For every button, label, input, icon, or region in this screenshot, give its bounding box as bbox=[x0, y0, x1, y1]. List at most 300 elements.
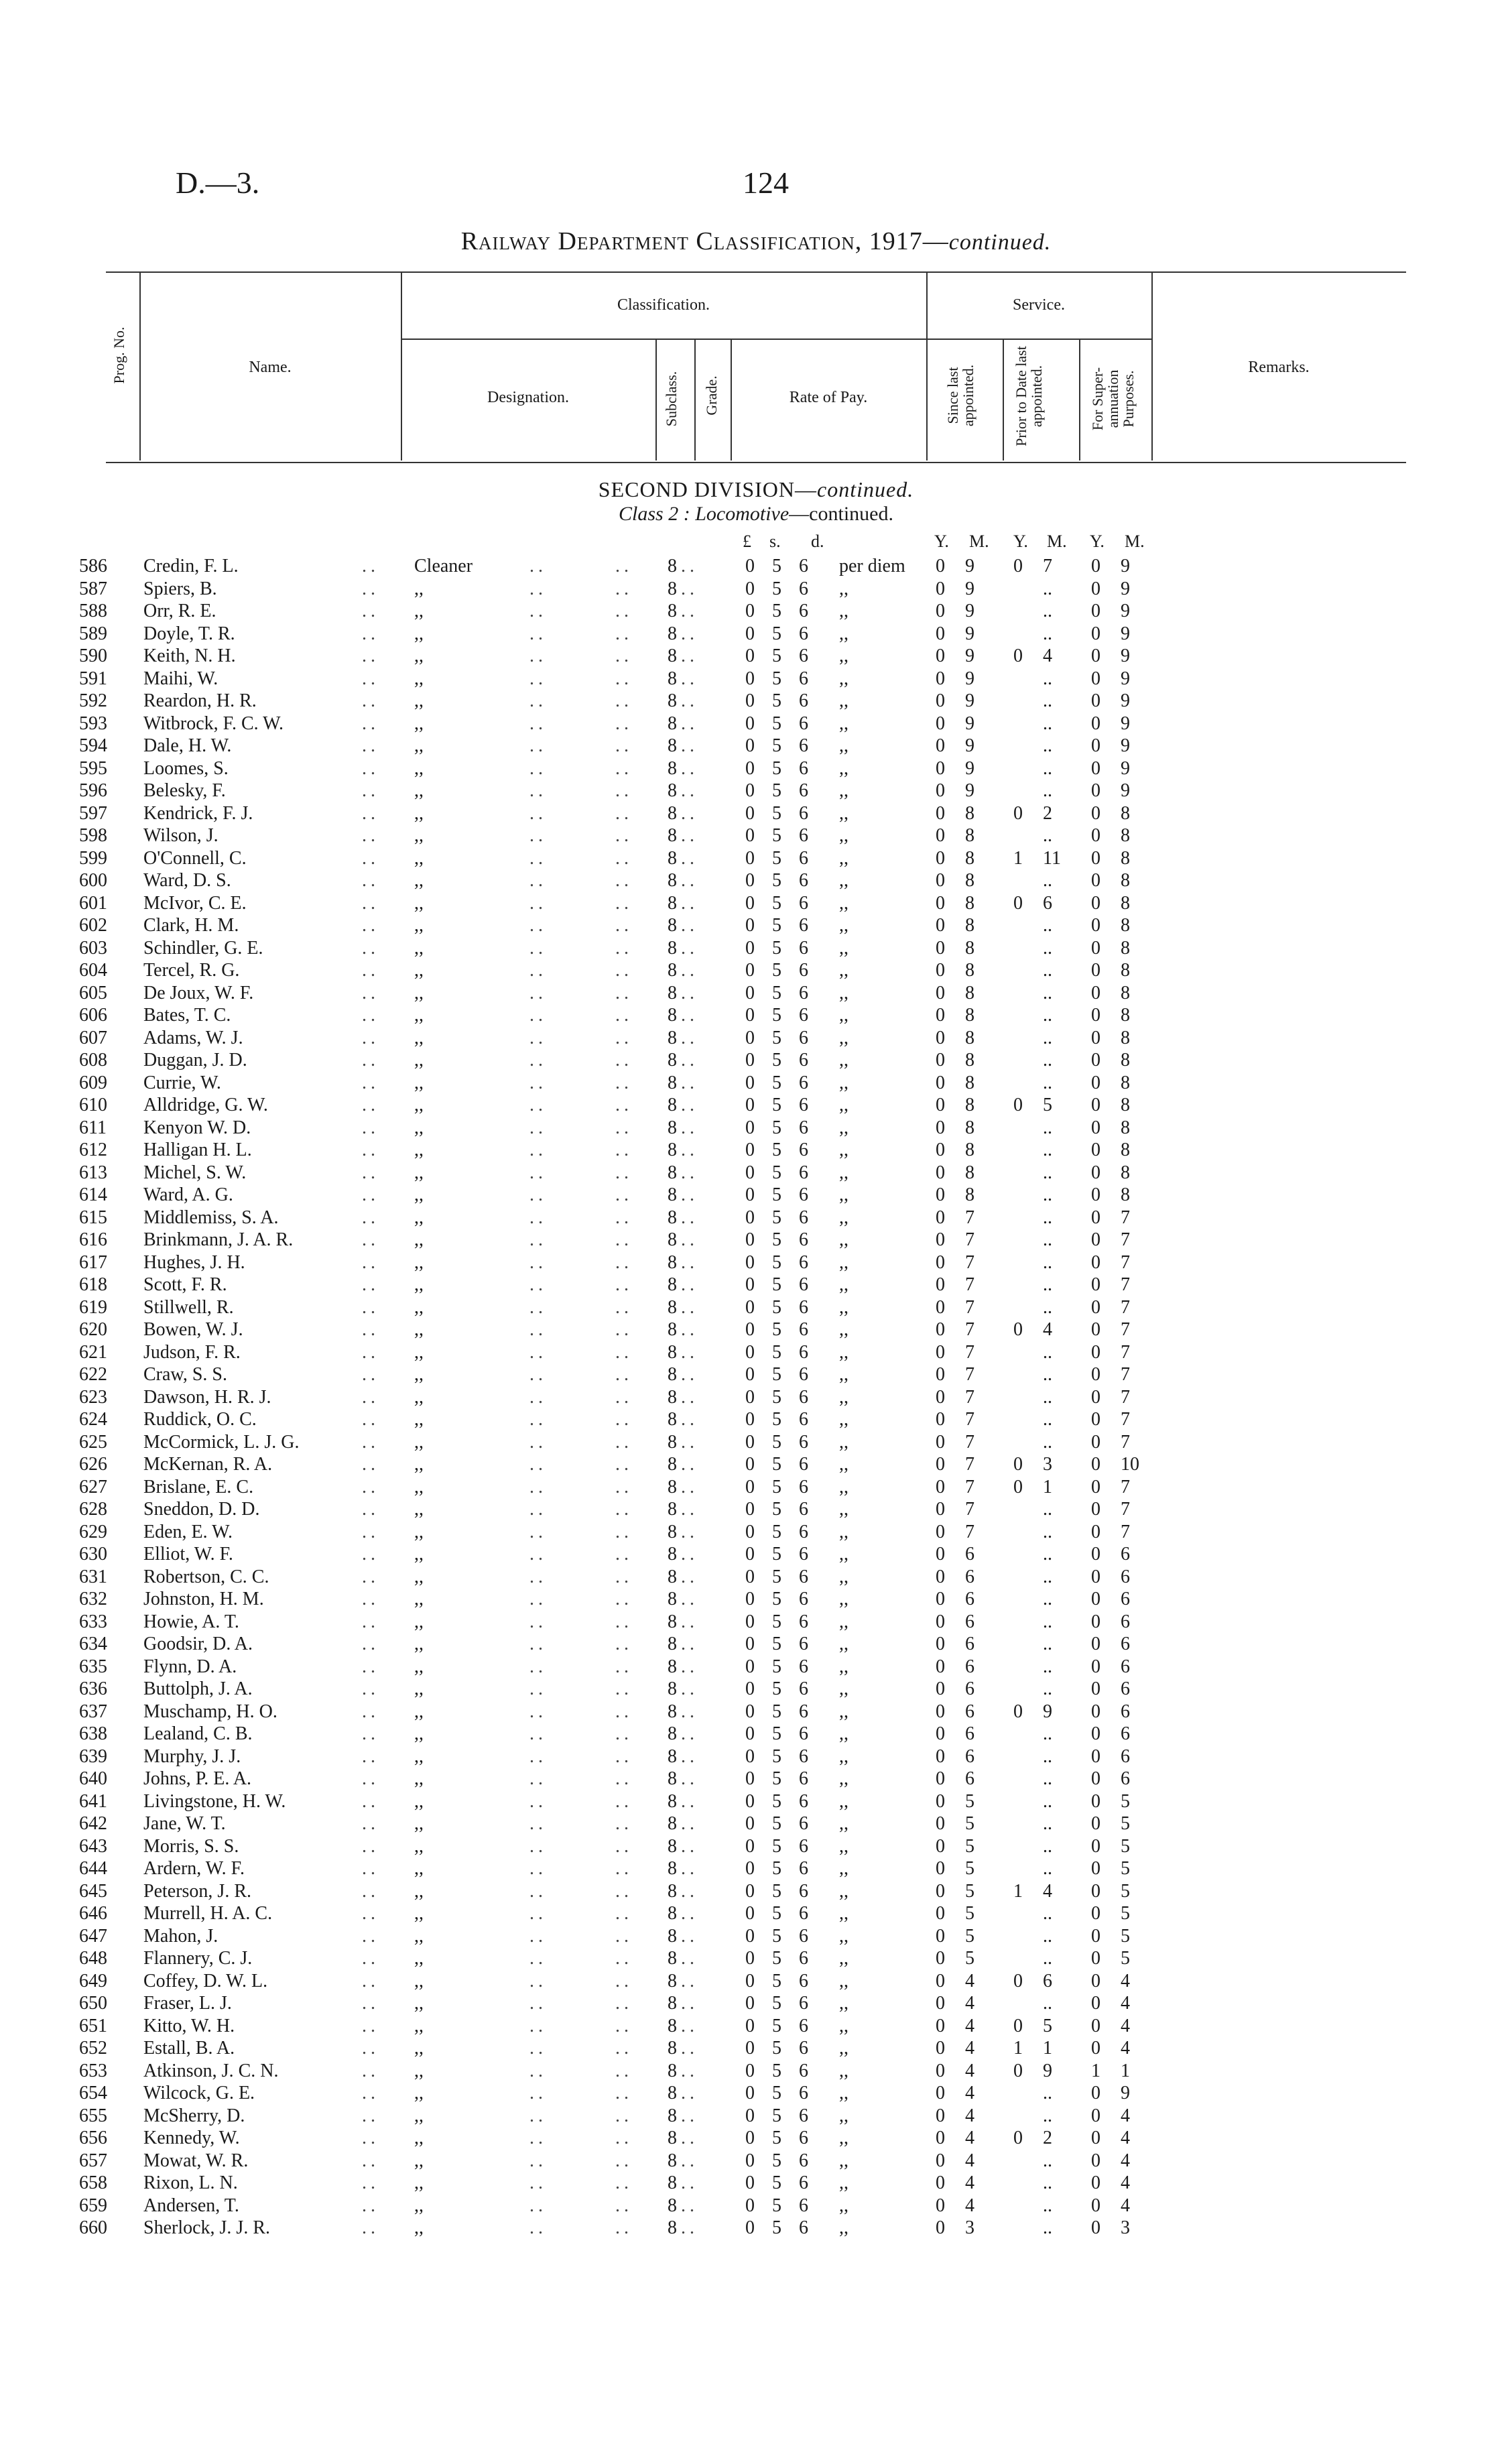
division-continued: continued. bbox=[817, 477, 914, 501]
leader-dots: .. bbox=[681, 2150, 698, 2171]
subsection-heading bbox=[0, 503, 1512, 526]
pay-pounds: 0 bbox=[745, 1027, 755, 1048]
since-months: 8 bbox=[965, 937, 974, 959]
employee-name: Craw, S. S. bbox=[143, 1364, 227, 1385]
prog-no: 652 bbox=[79, 2038, 107, 2059]
grade: 8 bbox=[668, 1499, 677, 1520]
pay-shillings: 5 bbox=[772, 2038, 781, 2059]
leader-dots: .. bbox=[681, 1858, 698, 1879]
pay-period: ,, bbox=[839, 601, 848, 621]
prior-months: .. bbox=[1043, 1925, 1052, 1947]
since-months: 9 bbox=[965, 735, 974, 756]
since-years: 0 bbox=[936, 802, 945, 824]
leader-dots: .. bbox=[681, 1386, 698, 1408]
pay-shillings: 5 bbox=[772, 1499, 781, 1520]
prior-months: .. bbox=[1043, 1858, 1052, 1879]
leader-dots: .. bbox=[529, 802, 547, 824]
table-row bbox=[0, 1408, 1512, 1430]
pay-pence: 6 bbox=[799, 847, 808, 869]
leader-dots: .. bbox=[362, 2105, 379, 2126]
since-years: 0 bbox=[936, 2150, 945, 2171]
since-months: 6 bbox=[965, 1656, 974, 1677]
leader-dots: .. bbox=[529, 1184, 547, 1205]
prog-no: 609 bbox=[79, 1072, 107, 1093]
pay-shillings: 5 bbox=[772, 623, 781, 644]
super-months: 5 bbox=[1121, 1948, 1130, 1969]
prior-years: 0 bbox=[1013, 1454, 1023, 1475]
col-since-last: Since last appointed. bbox=[944, 364, 977, 427]
super-months: 4 bbox=[1121, 2015, 1130, 2036]
leader-dots: .. bbox=[529, 646, 547, 666]
pay-pounds: 0 bbox=[745, 960, 755, 981]
super-years: 0 bbox=[1091, 690, 1100, 711]
leader-dots: .. bbox=[615, 1050, 633, 1070]
leader-dots: .. bbox=[681, 1296, 698, 1318]
pay-shillings: 5 bbox=[772, 1184, 781, 1205]
super-months: 6 bbox=[1121, 1768, 1130, 1789]
employee-name: Middlemiss, S. A. bbox=[143, 1207, 279, 1228]
leader-dots: .. bbox=[615, 1296, 633, 1318]
prog-no: 592 bbox=[79, 690, 107, 711]
super-months: 9 bbox=[1121, 780, 1130, 801]
prog-no: 593 bbox=[79, 713, 107, 734]
table-row bbox=[0, 869, 1512, 892]
grade: 8 bbox=[668, 1162, 677, 1183]
employee-name: O'Connell, C. bbox=[143, 847, 247, 869]
super-years: 0 bbox=[1091, 1903, 1100, 1924]
leader-dots: .. bbox=[362, 1611, 379, 1632]
leader-dots: .. bbox=[615, 2083, 633, 2103]
designation: ,, bbox=[414, 1274, 424, 1295]
designation: ,, bbox=[414, 578, 424, 599]
pay-pounds: 0 bbox=[745, 735, 755, 756]
leader-dots: .. bbox=[362, 1858, 379, 1879]
super-months: 6 bbox=[1121, 1656, 1130, 1677]
pay-period: ,, bbox=[839, 2083, 848, 2103]
grade: 8 bbox=[668, 1768, 677, 1789]
pay-period: ,, bbox=[839, 1589, 848, 1609]
prog-no: 618 bbox=[79, 1274, 107, 1295]
leader-dots: .. bbox=[615, 982, 633, 1003]
since-years: 0 bbox=[936, 1858, 945, 1879]
employee-name: Wilson, J. bbox=[143, 825, 218, 846]
employee-name: Spiers, B. bbox=[143, 578, 217, 599]
table-row bbox=[0, 1768, 1512, 1790]
grade: 8 bbox=[668, 2105, 677, 2126]
pay-pence: 6 bbox=[799, 623, 808, 644]
prog-no: 642 bbox=[79, 1813, 107, 1834]
prog-no: 626 bbox=[79, 1454, 107, 1475]
super-months: 8 bbox=[1121, 937, 1130, 959]
pay-pence: 6 bbox=[799, 1768, 808, 1789]
since-months: 4 bbox=[965, 1970, 974, 1991]
pay-pence: 6 bbox=[799, 2128, 808, 2148]
leader-dots: .. bbox=[362, 1027, 379, 1048]
prior-months: .. bbox=[1043, 601, 1052, 621]
prior-months: 4 bbox=[1043, 646, 1052, 666]
grade: 8 bbox=[668, 1925, 677, 1947]
since-months: 7 bbox=[965, 1386, 974, 1408]
table-row bbox=[0, 780, 1512, 802]
leader-dots: .. bbox=[529, 982, 547, 1003]
pay-pounds: 0 bbox=[745, 937, 755, 959]
pay-pounds: 0 bbox=[745, 757, 755, 779]
prior-months: .. bbox=[1043, 1140, 1052, 1160]
since-months: 8 bbox=[965, 892, 974, 914]
designation: ,, bbox=[414, 1072, 424, 1093]
leader-dots: .. bbox=[362, 1813, 379, 1834]
prior-months: .. bbox=[1043, 915, 1052, 936]
grade: 8 bbox=[668, 1858, 677, 1879]
leader-dots: .. bbox=[529, 1880, 547, 1902]
leader-dots: .. bbox=[681, 847, 698, 869]
employee-name: Reardon, H. R. bbox=[143, 690, 257, 711]
pay-shillings: 5 bbox=[772, 1611, 781, 1632]
super-months: 7 bbox=[1121, 1251, 1130, 1273]
leader-dots: .. bbox=[681, 578, 698, 599]
leader-dots: .. bbox=[681, 1903, 698, 1924]
designation: ,, bbox=[414, 1499, 424, 1520]
since-months: 7 bbox=[965, 1341, 974, 1363]
since-years: 0 bbox=[936, 915, 945, 936]
since-years: 0 bbox=[936, 2083, 945, 2103]
employee-name: McKernan, R. A. bbox=[143, 1454, 273, 1475]
leader-dots: .. bbox=[529, 1745, 547, 1767]
since-years: 0 bbox=[936, 1970, 945, 1991]
unit-pence: d. bbox=[811, 532, 824, 551]
since-months: 8 bbox=[965, 960, 974, 981]
leader-dots: .. bbox=[615, 556, 633, 576]
prog-no: 599 bbox=[79, 847, 107, 869]
prog-no: 650 bbox=[79, 1993, 107, 2014]
designation: ,, bbox=[414, 1140, 424, 1160]
pay-period: ,, bbox=[839, 1880, 848, 1902]
prog-no: 633 bbox=[79, 1611, 107, 1632]
since-years: 0 bbox=[936, 1095, 945, 1115]
super-years: 0 bbox=[1091, 1386, 1100, 1408]
designation: ,, bbox=[414, 2217, 424, 2238]
grade: 8 bbox=[668, 1544, 677, 1565]
super-months: 5 bbox=[1121, 1858, 1130, 1879]
pay-pounds: 0 bbox=[745, 1521, 755, 1542]
grade: 8 bbox=[668, 1589, 677, 1609]
pay-pounds: 0 bbox=[745, 2128, 755, 2148]
leader-dots: .. bbox=[681, 1364, 698, 1385]
pay-pence: 6 bbox=[799, 2172, 808, 2193]
grade: 8 bbox=[668, 870, 677, 891]
leader-dots: .. bbox=[529, 1925, 547, 1947]
since-months: 4 bbox=[965, 1993, 974, 2014]
leader-dots: .. bbox=[362, 802, 379, 824]
pay-pence: 6 bbox=[799, 1229, 808, 1250]
pay-shillings: 5 bbox=[772, 757, 781, 779]
pay-period: ,, bbox=[839, 1072, 848, 1093]
super-years: 0 bbox=[1091, 847, 1100, 869]
leader-dots: .. bbox=[681, 1880, 698, 1902]
pay-pounds: 0 bbox=[745, 1790, 755, 1812]
leader-dots: .. bbox=[362, 1162, 379, 1183]
since-months: 6 bbox=[965, 1745, 974, 1767]
pay-shillings: 5 bbox=[772, 1790, 781, 1812]
since-years: 0 bbox=[936, 1768, 945, 1789]
pay-shillings: 5 bbox=[772, 556, 781, 576]
pay-pence: 6 bbox=[799, 1544, 808, 1565]
grade: 8 bbox=[668, 2128, 677, 2148]
designation: ,, bbox=[414, 780, 424, 801]
super-months: 9 bbox=[1121, 757, 1130, 779]
table-row bbox=[0, 959, 1512, 981]
prog-no: 644 bbox=[79, 1858, 107, 1879]
leader-dots: .. bbox=[362, 556, 379, 576]
table-row bbox=[0, 1049, 1512, 1071]
since-months: 8 bbox=[965, 915, 974, 936]
designation: ,, bbox=[414, 1634, 424, 1654]
pay-pence: 6 bbox=[799, 2217, 808, 2238]
pay-shillings: 5 bbox=[772, 1095, 781, 1115]
super-years: 0 bbox=[1091, 2172, 1100, 2193]
since-months: 7 bbox=[965, 1521, 974, 1542]
pay-pence: 6 bbox=[799, 1723, 808, 1744]
super-years: 0 bbox=[1091, 757, 1100, 779]
leader-dots: .. bbox=[362, 1566, 379, 1587]
table-row bbox=[0, 982, 1512, 1004]
leader-dots: .. bbox=[362, 1723, 379, 1744]
leader-dots: .. bbox=[529, 1723, 547, 1744]
col-name: Name. bbox=[249, 359, 292, 376]
grade: 8 bbox=[668, 1005, 677, 1026]
since-months: 8 bbox=[965, 1072, 974, 1093]
pay-pounds: 0 bbox=[745, 1768, 755, 1789]
pay-period: ,, bbox=[839, 1005, 848, 1026]
class-prefix: Class 2 : bbox=[619, 503, 696, 525]
prior-months: .. bbox=[1043, 1768, 1052, 1789]
prior-months: .. bbox=[1043, 690, 1052, 711]
leader-dots: .. bbox=[615, 1701, 633, 1722]
pay-pence: 6 bbox=[799, 1476, 808, 1497]
pay-pounds: 0 bbox=[745, 1858, 755, 1879]
grade: 8 bbox=[668, 623, 677, 644]
designation: ,, bbox=[414, 2150, 424, 2171]
designation: ,, bbox=[414, 847, 424, 869]
since-years: 0 bbox=[936, 1207, 945, 1228]
leader-dots: .. bbox=[529, 1499, 547, 1520]
document-reference: D.—3. bbox=[176, 166, 260, 200]
leader-dots: .. bbox=[529, 1251, 547, 1273]
leader-dots: .. bbox=[529, 2217, 547, 2238]
since-months: 4 bbox=[965, 2060, 974, 2081]
prior-months: .. bbox=[1043, 2105, 1052, 2126]
unit-years-prior: Y. bbox=[1013, 532, 1028, 551]
designation: ,, bbox=[414, 713, 424, 734]
pay-pence: 6 bbox=[799, 1072, 808, 1093]
employee-name: Ruddick, O. C. bbox=[143, 1409, 257, 1430]
prior-months: .. bbox=[1043, 1207, 1052, 1228]
super-months: 6 bbox=[1121, 1723, 1130, 1744]
table-row bbox=[0, 1072, 1512, 1094]
since-months: 6 bbox=[965, 1768, 974, 1789]
leader-dots: .. bbox=[529, 1701, 547, 1722]
pay-shillings: 5 bbox=[772, 1162, 781, 1183]
pay-pounds: 0 bbox=[745, 646, 755, 666]
pay-pence: 6 bbox=[799, 802, 808, 824]
since-years: 0 bbox=[936, 1634, 945, 1654]
employee-name: Stillwell, R. bbox=[143, 1296, 234, 1318]
employee-name: McCormick, L. J. G. bbox=[143, 1431, 300, 1453]
designation: ,, bbox=[414, 1431, 424, 1453]
table-row bbox=[0, 645, 1512, 667]
designation: ,, bbox=[414, 2195, 424, 2216]
leader-dots: .. bbox=[529, 1409, 547, 1430]
leader-dots: .. bbox=[529, 2038, 547, 2059]
prior-months: .. bbox=[1043, 735, 1052, 756]
pay-pounds: 0 bbox=[745, 1723, 755, 1744]
designation: ,, bbox=[414, 937, 424, 959]
pay-period: ,, bbox=[839, 870, 848, 891]
designation: ,, bbox=[414, 735, 424, 756]
pay-shillings: 5 bbox=[772, 1925, 781, 1947]
prior-months: .. bbox=[1043, 1027, 1052, 1048]
leader-dots: .. bbox=[681, 556, 698, 576]
super-months: 7 bbox=[1121, 1296, 1130, 1318]
prior-months: .. bbox=[1043, 1611, 1052, 1632]
super-years: 0 bbox=[1091, 1768, 1100, 1789]
table-row bbox=[0, 1813, 1512, 1835]
pay-pounds: 0 bbox=[745, 713, 755, 734]
super-years: 0 bbox=[1091, 1656, 1100, 1677]
col-grade: Grade. bbox=[703, 375, 720, 416]
leader-dots: .. bbox=[362, 2172, 379, 2193]
designation: ,, bbox=[414, 1745, 424, 1767]
leader-dots: .. bbox=[362, 1251, 379, 1273]
pay-shillings: 5 bbox=[772, 982, 781, 1003]
table-row bbox=[0, 2195, 1512, 2217]
pay-period: ,, bbox=[839, 892, 848, 914]
prog-no: 643 bbox=[79, 1835, 107, 1857]
table-row bbox=[0, 1992, 1512, 2014]
pay-pounds: 0 bbox=[745, 1566, 755, 1587]
pay-shillings: 5 bbox=[772, 1341, 781, 1363]
pay-pence: 6 bbox=[799, 578, 808, 599]
pay-period: ,, bbox=[839, 646, 848, 666]
leader-dots: .. bbox=[615, 623, 633, 644]
prior-years: 0 bbox=[1013, 1701, 1023, 1722]
designation: ,, bbox=[414, 623, 424, 644]
since-months: 9 bbox=[965, 690, 974, 711]
designation: ,, bbox=[414, 2172, 424, 2193]
super-years: 0 bbox=[1091, 713, 1100, 734]
pay-shillings: 5 bbox=[772, 1745, 781, 1767]
pay-shillings: 5 bbox=[772, 1140, 781, 1160]
leader-dots: .. bbox=[362, 2060, 379, 2081]
grade: 8 bbox=[668, 780, 677, 801]
leader-dots: .. bbox=[529, 1140, 547, 1160]
pay-period: ,, bbox=[839, 1476, 848, 1497]
pay-shillings: 5 bbox=[772, 2060, 781, 2081]
leader-dots: .. bbox=[615, 2150, 633, 2171]
employee-name: Keith, N. H. bbox=[143, 646, 236, 666]
super-months: 8 bbox=[1121, 1005, 1130, 1026]
employee-name: McIvor, C. E. bbox=[143, 892, 247, 914]
prog-no: 614 bbox=[79, 1184, 107, 1205]
leader-dots: .. bbox=[615, 1184, 633, 1205]
pay-shillings: 5 bbox=[772, 2150, 781, 2171]
since-years: 0 bbox=[936, 1656, 945, 1677]
super-months: 5 bbox=[1121, 1813, 1130, 1834]
prog-no: 625 bbox=[79, 1431, 107, 1453]
unit-years-since: Y. bbox=[934, 532, 949, 551]
since-months: 7 bbox=[965, 1454, 974, 1475]
grade: 8 bbox=[668, 1117, 677, 1138]
super-months: 4 bbox=[1121, 2038, 1130, 2059]
leader-dots: .. bbox=[615, 870, 633, 891]
grade: 8 bbox=[668, 2083, 677, 2103]
designation: ,, bbox=[414, 1476, 424, 1497]
leader-dots: .. bbox=[681, 1319, 698, 1340]
leader-dots: .. bbox=[529, 2060, 547, 2081]
super-years: 0 bbox=[1091, 2038, 1100, 2059]
designation: ,, bbox=[414, 1409, 424, 1430]
super-months: 7 bbox=[1121, 1229, 1130, 1250]
grade: 8 bbox=[668, 556, 677, 576]
super-months: 9 bbox=[1121, 601, 1130, 621]
super-years: 0 bbox=[1091, 870, 1100, 891]
leader-dots: .. bbox=[681, 1005, 698, 1026]
leader-dots: .. bbox=[615, 713, 633, 734]
since-months: 8 bbox=[965, 847, 974, 869]
leader-dots: .. bbox=[362, 668, 379, 689]
table-row bbox=[0, 1296, 1512, 1318]
leader-dots: .. bbox=[362, 982, 379, 1003]
pay-period: ,, bbox=[839, 1274, 848, 1295]
prior-months: .. bbox=[1043, 1184, 1052, 1205]
grade: 8 bbox=[668, 2195, 677, 2216]
super-years: 0 bbox=[1091, 892, 1100, 914]
leader-dots: .. bbox=[681, 1499, 698, 1520]
leader-dots: .. bbox=[362, 1386, 379, 1408]
grade: 8 bbox=[668, 601, 677, 621]
designation: ,, bbox=[414, 915, 424, 936]
table-row bbox=[0, 914, 1512, 936]
pay-period: ,, bbox=[839, 802, 848, 824]
leader-dots: .. bbox=[681, 1027, 698, 1048]
prior-months: 3 bbox=[1043, 1454, 1052, 1475]
leader-dots: .. bbox=[681, 2083, 698, 2103]
leader-dots: .. bbox=[615, 601, 633, 621]
pay-pence: 6 bbox=[799, 1319, 808, 1340]
pay-pounds: 0 bbox=[745, 1544, 755, 1565]
pay-pence: 6 bbox=[799, 937, 808, 959]
grade: 8 bbox=[668, 1903, 677, 1924]
designation: ,, bbox=[414, 1117, 424, 1138]
leader-dots: .. bbox=[362, 1835, 379, 1857]
pay-period: ,, bbox=[839, 1768, 848, 1789]
since-years: 0 bbox=[936, 1476, 945, 1497]
prog-no: 640 bbox=[79, 1768, 107, 1789]
pay-pence: 6 bbox=[799, 1521, 808, 1542]
leader-dots: .. bbox=[615, 937, 633, 959]
super-months: 6 bbox=[1121, 1678, 1130, 1699]
table-row bbox=[0, 2060, 1512, 2082]
leader-dots: .. bbox=[362, 1364, 379, 1385]
since-years: 0 bbox=[936, 668, 945, 689]
pay-period: ,, bbox=[839, 1140, 848, 1160]
leader-dots: .. bbox=[362, 825, 379, 846]
prior-months: .. bbox=[1043, 2083, 1052, 2103]
pay-period: ,, bbox=[839, 1858, 848, 1879]
leader-dots: .. bbox=[362, 1970, 379, 1991]
table-row bbox=[0, 1947, 1512, 1969]
class-name: Locomotive bbox=[695, 503, 790, 525]
